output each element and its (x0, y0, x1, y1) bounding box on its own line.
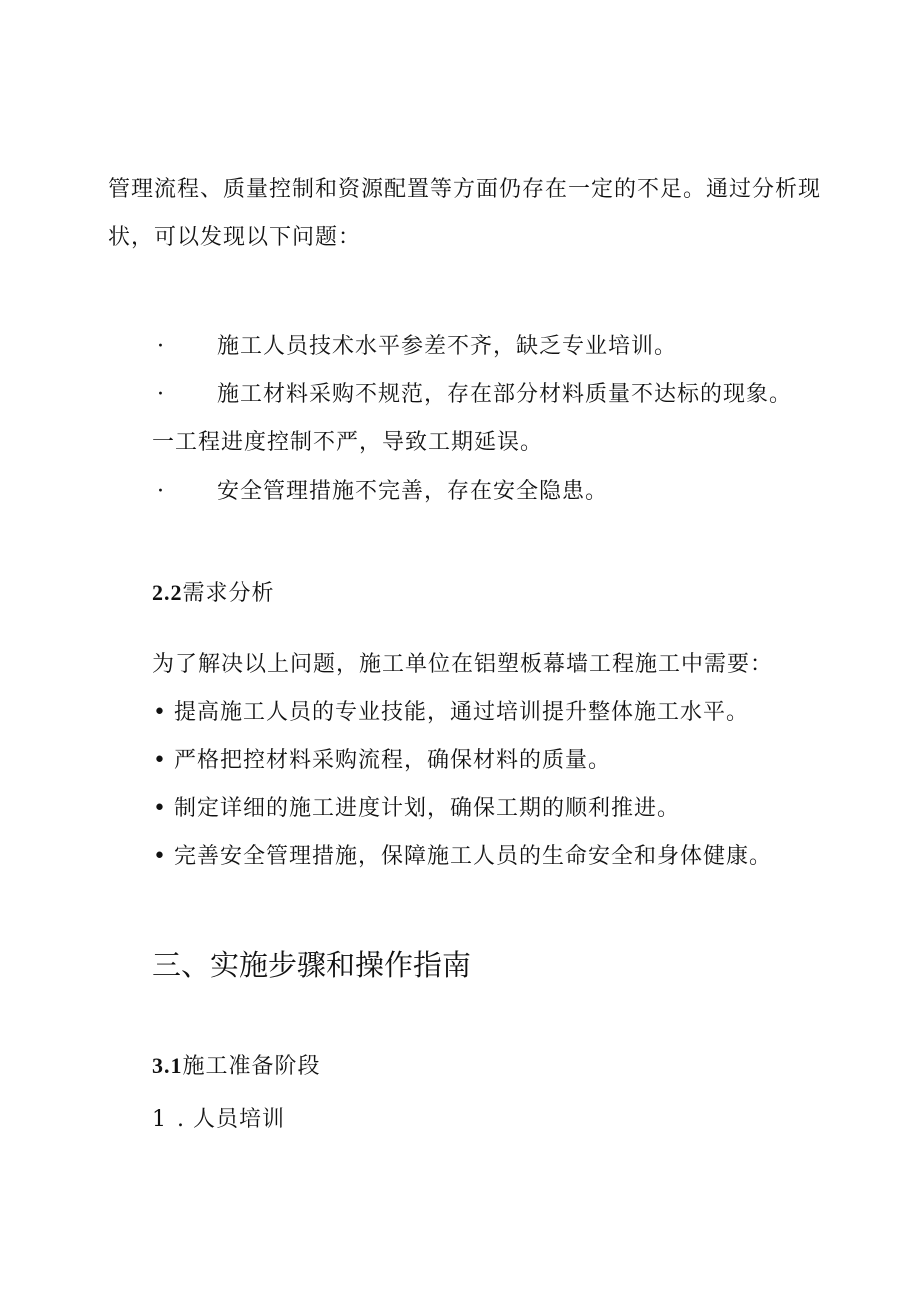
problem-item-2: 施工材料采购不规范，存在部分材料质量不达标的现象。 (217, 382, 793, 407)
problem-item-1: 施工人员技术水平参差不齐，缺乏专业培训。 (217, 334, 678, 359)
section-2-2-number: 2.2 (152, 580, 183, 605)
section-3-1-item (152, 1106, 285, 1134)
problem-bullet: · (157, 479, 164, 504)
needs-bullet: • (153, 796, 166, 821)
intro-line-1: 管理流程、质量控制和资源配置等方面仍存在一定的不足。通过分析现 (108, 177, 822, 202)
needs-bullet: • (153, 700, 166, 725)
section-2-2-heading (152, 579, 275, 608)
problem-bullet: · (157, 382, 164, 407)
needs-bullet: • (153, 844, 166, 869)
problem-item-3: 一工程进度控制不严，导致工期延误。 (152, 430, 544, 455)
problem-bullet: · (157, 334, 164, 359)
intro-line-2: 状，可以发现以下问题： (108, 225, 362, 250)
needs-item-4: 完善安全管理措施，保障施工人员的生命安全和身体健康。 (174, 844, 773, 869)
section-3-1-number: 3.1 (152, 1053, 183, 1078)
section-3-1-item-number: 1 (152, 1107, 167, 1132)
needs-bullet: • (153, 748, 166, 773)
problem-item-4: 安全管理措施不完善，存在安全隐患。 (217, 479, 609, 504)
section-3-1-heading (152, 1052, 321, 1081)
section-2-2-intro: 为了解决以上问题，施工单位在铝塑板幕墙工程施工中需要： (152, 652, 774, 677)
section-2-2-title: 需求分析 (182, 581, 275, 606)
needs-item-1: 提高施工人员的专业技能，通过培训提升整体施工水平。 (174, 700, 750, 725)
section-3-1-title: 施工准备阶段 (182, 1054, 321, 1079)
section-3-1-item-title: . 人员培训 (177, 1107, 285, 1132)
chapter-3-title: 三、实施步骤和操作指南 (152, 948, 472, 982)
needs-item-2: 严格把控材料采购流程，确保材料的质量。 (174, 748, 612, 773)
needs-item-3: 制定详细的施工进度计划，确保工期的顺利推进。 (174, 796, 681, 821)
